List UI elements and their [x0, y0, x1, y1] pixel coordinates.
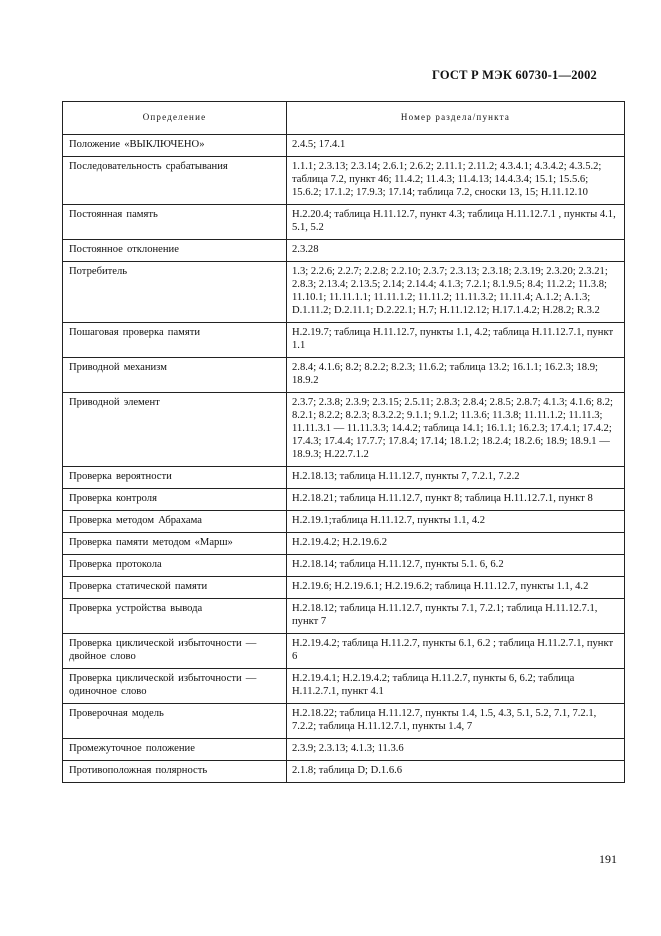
term-cell: Проверка статической памяти [63, 577, 287, 599]
table-row [63, 599, 625, 634]
reference-cell: H.2.20.4; таблица H.11.12.7, пункт 4.3; таблица H.11.12.7.1 , пункты 4.1, 5.1, 5.2 [287, 205, 625, 240]
reference-cell: H.2.19.6; H.2.19.6.1; H.2.19.6.2; таблица H.11.12.7, пункты 1.1, 4.2 [287, 577, 625, 599]
reference-cell: 1.1.1; 2.3.13; 2.3.14; 2.6.1; 2.6.2; 2.11.1; 2.11.2; 4.3.4.1; 4.3.4.2; 4.3.5.2; таблица 7.2, пункт 46; 11.4.2; 11.4.3; 11.4.13; 14.4.3.4; 15.1; 15.5.6; 15.6.2; 17.1.2; 17.9.3; 17.14; таблица 7.2, сноски 13, 15; H.11.12.10 [287, 157, 625, 205]
table-row [63, 393, 625, 467]
reference-cell: 2.4.5; 17.4.1 [287, 135, 625, 157]
table-row [63, 205, 625, 240]
term-cell: Приводной механизм [63, 358, 287, 393]
reference-cell: H.2.19.4.2; таблица H.11.2.7, пункты 6.1, 6.2 ; таблица H.11.2.7.1, пункт 6 [287, 634, 625, 669]
table-row [63, 704, 625, 739]
reference-cell: H.2.18.13; таблица H.11.12.7, пункты 7, 7.2.1, 7.2.2 [287, 467, 625, 489]
term-cell: Проверка циклической избыточности — двойное слово [63, 634, 287, 669]
reference-cell: H.2.19.7; таблица H.11.12.7, пункты 1.1, 4.2; таблица H.11.12.7.1, пункт 1.1 [287, 323, 625, 358]
term-cell: Последовательность срабатывания [63, 157, 287, 205]
term-cell: Проверочная модель [63, 704, 287, 739]
term-index-table [62, 101, 625, 783]
table-header-row [63, 102, 625, 135]
term-cell: Проверка памяти методом «Марш» [63, 533, 287, 555]
column-header-definition: Определение [63, 102, 287, 135]
table-row [63, 358, 625, 393]
column-header-section: Номер раздела/пункта [287, 102, 625, 135]
term-cell: Противоположная полярность [63, 761, 287, 783]
document-header: ГОСТ Р МЭК 60730-1—2002 [432, 68, 597, 82]
reference-cell: H.2.18.21; таблица H.11.12.7, пункт 8; таблица H.11.12.7.1, пункт 8 [287, 489, 625, 511]
term-cell: Проверка методом Абрахама [63, 511, 287, 533]
reference-cell: H.2.18.22; таблица H.11.12.7, пункты 1.4, 1.5, 4.3, 5.1, 5.2, 7.1, 7.2.1, 7.2.2; таблица H.11.12.7.1, пункты 1.4, 7 [287, 704, 625, 739]
table-row [63, 511, 625, 533]
reference-cell: 1.3; 2.2.6; 2.2.7; 2.2.8; 2.2.10; 2.3.7; 2.3.13; 2.3.18; 2.3.19; 2.3.20; 2.3.21; 2.8.3; 2.13.4; 2.13.5; 2.14; 2.14.4; 4.1.3; 7.2.1; 8.1.9.5; 8.4; 11.2.2; 11.3.8; 11.10.1; 11.11.1.1; 11.11.1.2; 11.11.2; 11.11.3.2; 11.11.4; A.1.2; A.1.3; D.1.11.2; D.2.11.1; D.2.22.1; H.7; H.11.12.12; H.17.1.4.2; H.28.2; R.3.2 [287, 262, 625, 323]
reference-cell: H.2.19.1;таблица H.11.12.7, пункты 1.1, 4.2 [287, 511, 625, 533]
term-cell: Проверка контроля [63, 489, 287, 511]
reference-cell: H.2.19.4.2; H.2.19.6.2 [287, 533, 625, 555]
table-row [63, 467, 625, 489]
reference-cell: H.2.18.12; таблица H.11.12.7, пункты 7.1, 7.2.1; таблица H.11.12.7.1, пункт 7 [287, 599, 625, 634]
term-cell: Промежуточное положение [63, 739, 287, 761]
table-row [63, 739, 625, 761]
reference-cell: 2.3.9; 2.3.13; 4.1.3; 11.3.6 [287, 739, 625, 761]
table-row [63, 634, 625, 669]
table-row [63, 157, 625, 205]
reference-cell: 2.3.7; 2.3.8; 2.3.9; 2.3.15; 2.5.11; 2.8.3; 2.8.4; 2.8.5; 2.8.7; 4.1.3; 4.1.6; 8.2; 8.2.1; 8.2.2; 8.2.3; 8.3.2.2; 9.1.1; 9.1.2; 11.3.6; 11.3.8; 11.11.1.2; 11.11.3; 11.11.3.1 — 11.11.3.3; 14.4.2; таблица 14.1; 16.1.1; 16.2.3; 17.4.1; 17.4.2; 17.4.3; 17.4.4; 17.7.7; 17.8.4; 17.14; 18.1.2; 18.2.4; 18.2.6; 18.9; 18.9.1 — 18.9.3; H.22.7.1.2 [287, 393, 625, 467]
term-cell: Проверка протокола [63, 555, 287, 577]
term-cell: Потребитель [63, 262, 287, 323]
table-body [63, 135, 625, 783]
table-row [63, 533, 625, 555]
table-row [63, 761, 625, 783]
table-row [63, 577, 625, 599]
table-row [63, 323, 625, 358]
term-cell: Проверка устройства вывода [63, 599, 287, 634]
term-cell: Постоянное отклонение [63, 240, 287, 262]
table-row [63, 669, 625, 704]
reference-cell: H.2.19.4.1; H.2.19.4.2; таблица H.11.2.7, пункты 6, 6.2; таблица H.11.2.7.1, пункт 4.1 [287, 669, 625, 704]
term-cell: Проверка циклической избыточности — одиночное слово [63, 669, 287, 704]
term-cell: Постоянная память [63, 205, 287, 240]
table-row [63, 262, 625, 323]
term-cell: Пошаговая проверка памяти [63, 323, 287, 358]
reference-cell: 2.8.4; 4.1.6; 8.2; 8.2.2; 8.2.3; 11.6.2; таблица 13.2; 16.1.1; 16.2.3; 18.9; 18.9.2 [287, 358, 625, 393]
page-number: 191 [599, 852, 617, 866]
table-row [63, 240, 625, 262]
table-row [63, 489, 625, 511]
reference-cell: 2.1.8; таблица D; D.1.6.6 [287, 761, 625, 783]
table-row [63, 135, 625, 157]
table-row [63, 555, 625, 577]
term-cell: Проверка вероятности [63, 467, 287, 489]
term-cell: Приводной элемент [63, 393, 287, 467]
term-cell: Положение «ВЫКЛЮЧЕНО» [63, 135, 287, 157]
reference-cell: 2.3.28 [287, 240, 625, 262]
reference-cell: H.2.18.14; таблица H.11.12.7, пункты 5.1. 6, 6.2 [287, 555, 625, 577]
